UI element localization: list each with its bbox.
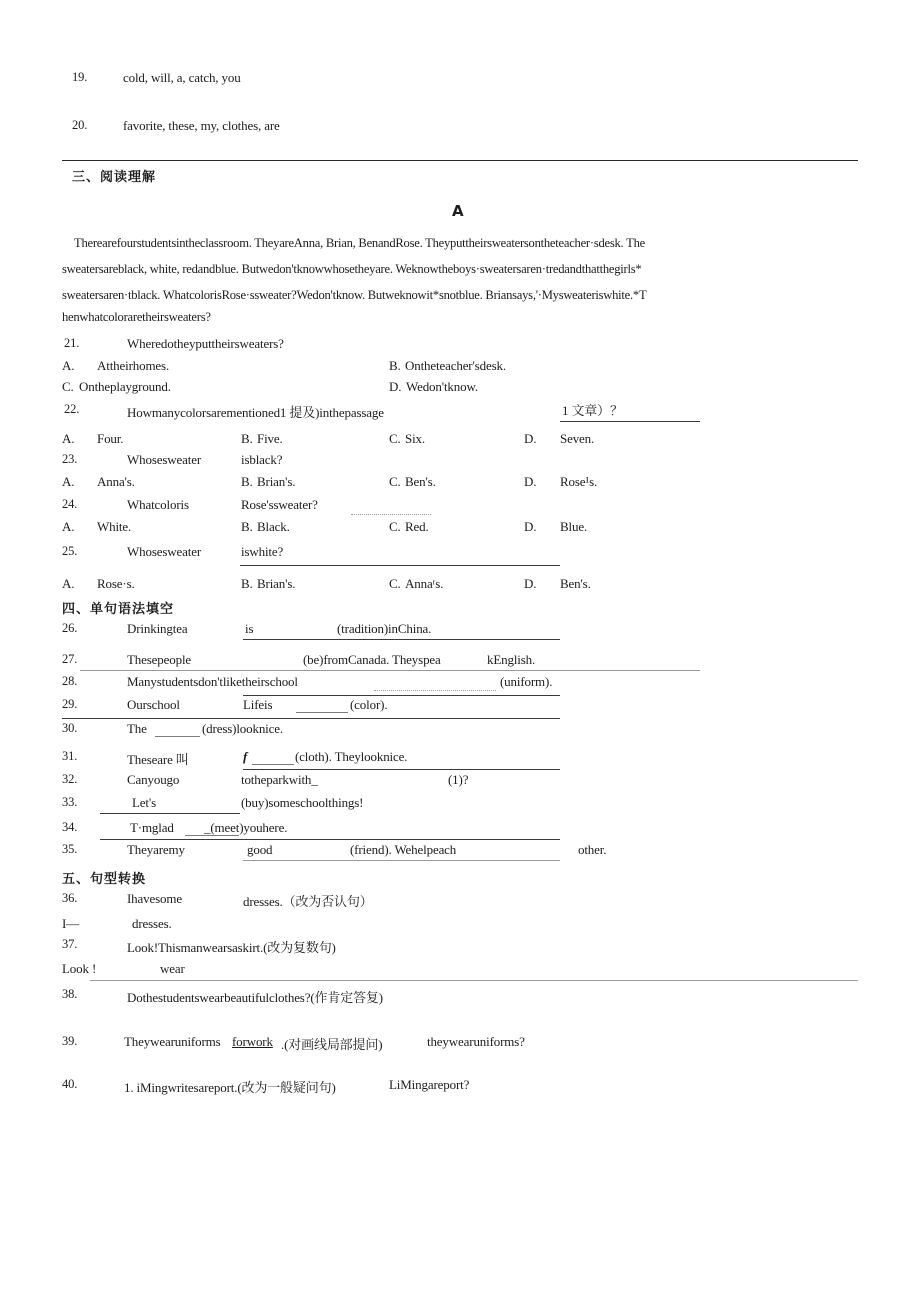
item-40-number: 40. <box>62 1077 78 1091</box>
item-30-number: 30. <box>62 721 78 735</box>
item-40-stem: 1. iMingwritesareport.(改为一般疑问句) <box>124 1080 336 1095</box>
item-39-stem-part3: theywearuniforms? <box>427 1034 525 1049</box>
question-21-option-a-label[interactable]: A. <box>62 358 75 373</box>
question-25-answer-blank[interactable] <box>240 565 560 566</box>
item-27-part3: kEnglish. <box>487 652 536 667</box>
item-19-text: cold, will, a, catch, you <box>123 70 241 85</box>
item-37-answer-rule[interactable] <box>90 980 858 981</box>
item-29-part1: Ourschool <box>127 697 180 712</box>
item-27-number: 27. <box>62 652 78 666</box>
question-24-option-a-label[interactable]: A. <box>62 519 75 534</box>
passage-line-3: sweatersaren·tblack. WhatcolorisRose·ssweater?Wedon'tknow. Butweknowit*snotblue. Briansays,'·Mysweateriswhite.*T <box>62 288 647 302</box>
item-34-blank-value[interactable]: T·mglad <box>130 820 174 835</box>
question-22-answer-blank[interactable] <box>560 421 700 422</box>
question-23-option-c-text[interactable]: Ben's. <box>405 474 436 489</box>
question-22-option-a-text[interactable]: Four. <box>97 431 124 446</box>
item-35-part1: Theyaremy <box>127 842 185 857</box>
question-25-number: 25. <box>62 544 78 558</box>
question-22-option-a-label[interactable]: A. <box>62 431 75 446</box>
item-39-stem: Theywearuniforms <box>124 1034 221 1049</box>
passage-line-1: Therearefourstudentsintheclassroom. TheyareAnna, Brian, BenandRose. Theyputtheirsweatersontheteacher·sdesk. The <box>74 236 645 250</box>
question-22-option-b-text[interactable]: Five. <box>257 431 283 446</box>
question-22-option-d-label[interactable]: D. <box>524 431 537 446</box>
item-29-number: 29. <box>62 697 78 711</box>
section-four-heading: 四、单句语法填空 <box>62 602 175 617</box>
item-32-part3: (1)? <box>448 772 469 787</box>
item-20-number: 20. <box>72 118 88 132</box>
question-24-option-b-text[interactable]: Black. <box>257 519 290 534</box>
item-37-answer-line[interactable]: Look ! <box>62 961 97 976</box>
item-33-part2: (buy)someschoolthings! <box>241 795 364 810</box>
question-22-stem-suffix: 1 文章）？ <box>562 403 623 418</box>
question-25-option-d-text[interactable]: Ben's. <box>560 576 591 591</box>
item-19-number: 19. <box>72 70 88 84</box>
item-33-blank-rule[interactable] <box>100 813 240 814</box>
question-22-option-c-text[interactable]: Six. <box>405 431 425 446</box>
item-29-part2: Lifeis <box>243 697 273 712</box>
question-24-option-b-label[interactable]: B. <box>241 519 253 534</box>
question-24-option-a-text[interactable]: White. <box>97 519 132 534</box>
question-21-stem: Wheredotheyputtheirsweaters? <box>127 336 284 351</box>
item-30-part2: (dress)looknice. <box>202 721 283 736</box>
item-28-blank-dotted[interactable] <box>374 690 496 691</box>
question-25-option-a-label[interactable]: A. <box>62 576 75 591</box>
item-36-answer-line-part2[interactable]: dresses. <box>132 916 172 931</box>
item-29-blank-rule[interactable] <box>62 718 560 719</box>
question-25-option-d-label[interactable]: D. <box>524 576 537 591</box>
item-28-part2: (uniform). <box>500 674 553 689</box>
item-34-number: 34. <box>62 820 78 834</box>
question-23-option-d-label[interactable]: D. <box>524 474 537 489</box>
item-40-stem-part2: LiMingareport? <box>389 1077 470 1092</box>
item-35-blank-value[interactable]: good <box>247 842 273 857</box>
question-21-option-b-text[interactable]: Ontheteacher'sdesk. <box>405 358 506 373</box>
question-21-option-c-label[interactable]: C. <box>62 379 74 394</box>
section-three-heading: 三、阅读理解 <box>72 170 157 185</box>
question-21-option-c-text[interactable]: Ontheplayground. <box>79 379 171 394</box>
item-36-answer-line[interactable]: I— <box>62 916 80 931</box>
item-35-part3: other. <box>578 842 607 857</box>
item-27-part1: Thesepeople <box>127 652 192 667</box>
item-26-blank-rule[interactable] <box>243 639 560 640</box>
item-31-number: 31. <box>62 749 78 763</box>
item-39-stem-underlined: forwork <box>232 1034 273 1049</box>
item-26-blank-value[interactable]: is <box>245 621 254 636</box>
question-23-option-c-label[interactable]: C. <box>389 474 401 489</box>
item-31-blank-rule[interactable] <box>243 769 560 770</box>
question-25-option-b-text[interactable]: Brian's. <box>257 576 296 591</box>
item-28-number: 28. <box>62 674 78 688</box>
question-23-option-b-text[interactable]: Brian's. <box>257 474 296 489</box>
question-21-option-d-text[interactable]: Wedon'tknow. <box>406 379 478 394</box>
item-33-number: 33. <box>62 795 78 809</box>
item-26-part2: (tradition)inChina. <box>337 621 432 636</box>
question-24-stem: Whatcoloris <box>127 497 189 512</box>
item-36-number: 36. <box>62 891 78 905</box>
item-32-part1: Canyougo <box>127 772 180 787</box>
question-21-option-a-text[interactable]: Attheirhomes. <box>97 358 170 373</box>
item-38-stem: Dothestudentswearbeautifulclothes?(作肯定答复) <box>127 990 383 1005</box>
item-35-blank-rule[interactable] <box>243 860 560 861</box>
section-divider <box>62 160 858 161</box>
item-31-blank-inline[interactable] <box>252 764 294 765</box>
item-26-number: 26. <box>62 621 78 635</box>
question-24-number: 24. <box>62 497 78 511</box>
question-24-option-d-label[interactable]: D. <box>524 519 537 534</box>
question-23-option-d-text[interactable]: Rose¹s. <box>560 474 598 489</box>
question-23-option-b-label[interactable]: B. <box>241 474 253 489</box>
item-26-part1: Drinkingtea <box>127 621 188 636</box>
item-28-part1: Manystudentsdon'tliketheirschool <box>127 674 298 689</box>
item-27-blank-rule[interactable] <box>80 670 700 671</box>
item-29-part3: (color). <box>350 697 388 712</box>
section-five-heading: 五、句型转换 <box>62 872 147 887</box>
question-24-option-c-text[interactable]: Red. <box>405 519 429 534</box>
item-35-part2: (friend). Wehelpeach <box>350 842 457 857</box>
item-31-part2: (cloth). Theylooknice. <box>295 749 408 764</box>
question-23-stem: Whosesweater <box>127 452 201 467</box>
question-24-option-c-label[interactable]: C. <box>389 519 401 534</box>
item-38-number: 38. <box>62 987 78 1001</box>
question-25-option-b-label[interactable]: B. <box>241 576 253 591</box>
question-22-option-b-label[interactable]: B. <box>241 431 253 446</box>
question-25-option-a-text[interactable]: Rose·s. <box>97 576 135 591</box>
item-37-answer-line-part2[interactable]: wear <box>160 961 185 976</box>
item-39-number: 39. <box>62 1034 78 1048</box>
item-31-blank-value[interactable]: f <box>243 749 248 764</box>
question-23-number: 23. <box>62 452 78 466</box>
item-33-blank-value[interactable]: Let's <box>132 795 156 810</box>
question-22-option-c-label[interactable]: C. <box>389 431 401 446</box>
item-27-part2: (be)fromCanada. Theyspea <box>303 652 441 667</box>
item-34-part2: _(meet)youhere. <box>204 820 288 835</box>
question-23-stem-part2: isblack? <box>241 452 283 467</box>
item-31-part1: Theseare 叫 <box>127 752 189 767</box>
question-22-number: 22. <box>64 402 80 416</box>
item-32-part2: totheparkwith_ <box>241 772 318 787</box>
item-36-stem: Ihavesome <box>127 891 182 906</box>
passage-label-a: A <box>452 202 464 220</box>
question-25-stem: Whosesweater <box>127 544 201 559</box>
item-32-number: 32. <box>62 772 78 786</box>
question-25-stem-part2: iswhite? <box>241 544 284 559</box>
passage-line-4: henwhatcoloraretheirsweaters? <box>62 310 211 324</box>
passage-line-2: sweatersareblack, white, redandblue. Butwedon'tknowwhosetheyare. Weknowtheboys·sweatersaren·tredandthatthegirls* <box>62 262 642 276</box>
item-20-text: favorite, these, my, clothes, are <box>123 118 280 133</box>
item-36-stem-part2: dresses.（改为否认句） <box>243 894 373 909</box>
item-37-stem: Look!Thismanwearsaskirt.(改为复数句) <box>127 940 336 955</box>
question-24-option-d-text[interactable]: Blue. <box>560 519 588 534</box>
item-39-stem-part2: .(对画线局部提问) <box>281 1037 383 1052</box>
item-30-part1: The <box>127 721 147 736</box>
item-35-number: 35. <box>62 842 78 856</box>
question-21-option-d-label[interactable]: D. <box>389 379 402 394</box>
question-24-stem-part2: Rose'ssweater? <box>241 497 318 512</box>
item-34-blank-inline[interactable] <box>185 835 239 836</box>
item-28-blank-rule[interactable] <box>243 695 560 696</box>
question-25-option-c-label[interactable]: C. <box>389 576 401 591</box>
question-22-option-d-text[interactable]: Seven. <box>560 431 595 446</box>
question-23-option-a-text[interactable]: Anna's. <box>97 474 135 489</box>
question-24-answer-blank[interactable] <box>351 514 431 515</box>
question-25-option-c-text[interactable]: Annaʳs. <box>405 576 444 591</box>
question-21-option-b-label[interactable]: B. <box>389 358 401 373</box>
question-21-number: 21. <box>64 336 80 350</box>
question-23-option-a-label[interactable]: A. <box>62 474 75 489</box>
question-22-stem: Howmanycolorsarementioned1 提及)inthepassage <box>127 405 384 420</box>
item-34-blank-rule[interactable] <box>100 839 560 840</box>
item-30-blank-inline[interactable] <box>155 736 200 737</box>
item-37-number: 37. <box>62 937 78 951</box>
item-29-blank-inline[interactable] <box>296 712 348 713</box>
